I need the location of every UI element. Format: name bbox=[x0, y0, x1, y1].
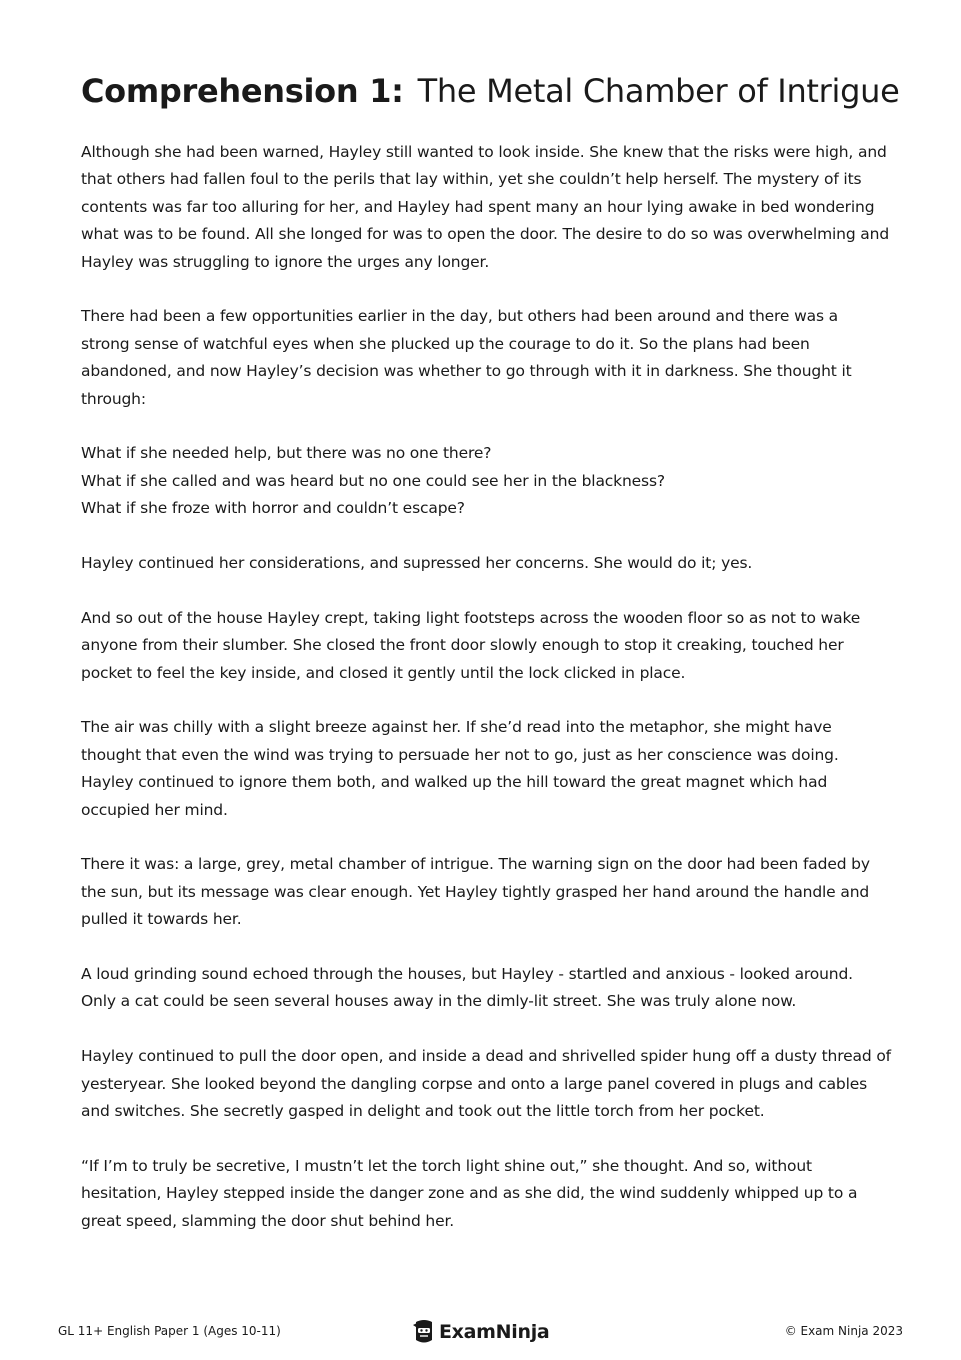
page-footer bbox=[0, 1318, 961, 1346]
paragraph: There it was: a large, grey, metal chamber of intrigue. The warning sign on the door had been faded by the sun, but its message was clear enough. Yet Hayley tightly grasped her hand around the handle and pulled it towards her. bbox=[81, 855, 870, 929]
question-line: What if she needed help, but there was no one there? bbox=[81, 444, 492, 463]
question-line: What if she froze with horror and couldn’t escape? bbox=[81, 499, 465, 518]
ninja-icon bbox=[413, 1319, 435, 1345]
paragraph: The air was chilly with a slight breeze against her. If she’d read into the metaphor, she might have thought that even the wind was trying to persuade her not to go, just as her conscience was doing. Hayley continued to ignore them both, and walked up the hill toward the great magnet which had occupied her mind. bbox=[81, 718, 839, 819]
paragraph: Hayley continued to pull the door open, and inside a dead and shrivelled spider hung off a dusty thread of yesteryear. She looked beyond the dangling corpse and onto a large panel covered in plugs and cables and switches. She secretly gasped in delight and took out the little torch from her pocket. bbox=[81, 1047, 891, 1121]
footer-copyright: © Exam Ninja 2023 bbox=[784, 1324, 903, 1338]
title-text: The Metal Chamber of Intrigue bbox=[417, 72, 900, 110]
paragraph: And so out of the house Hayley crept, taking light footsteps across the wooden floor so as not to wake anyone from their slumber. She closed the front door slowly enough to stop it creaking, touched her pocket to feel the key inside, and closed it gently until the lock clicked in place. bbox=[81, 608, 861, 682]
paragraph: Although she had been warned, Hayley still wanted to look inside. She knew that the risks were high, and that others had fallen foul to the perils that lay within, yet she couldn’t help herself. The mystery of its contents was far too alluring for her, and Hayley had spent many an hour lying awake in bed wondering what was to be found. All she longed for was to open the door. The desire to do so was overwhelming and Hayley was struggling to ignore the urges any longer. bbox=[81, 143, 890, 271]
paragraph: There had been a few opportunities earlier in the day, but others had been around and there was a strong sense of watchful eyes when she plucked up the courage to do it. So the plans had been abandoned, and now Hayley’s decision was whether to go through with it in darkness. She thought it through: bbox=[81, 307, 852, 408]
logo-text: ExamNinja bbox=[439, 1321, 550, 1343]
paragraph: A loud grinding sound echoed through the houses, but Hayley - startled and anxious - looked around. Only a cat could be seen several houses away in the dimly-lit street. She was truly alone now. bbox=[81, 965, 853, 1011]
title-label: Comprehension 1: bbox=[81, 72, 404, 110]
footer-paper-label: GL 11+ English Paper 1 (Ages 10-11) bbox=[58, 1324, 281, 1338]
paragraph: Hayley continued her considerations, and supressed her concerns. She would do it; yes. bbox=[81, 554, 753, 573]
examninja-logo bbox=[413, 1318, 549, 1346]
page-title bbox=[81, 70, 900, 112]
passage bbox=[81, 139, 891, 1263]
paragraph: “If I’m to truly be secretive, I mustn’t let the torch light shine out,” she thought. And so, without hesitation, Hayley stepped inside the danger zone and as she did, the wind suddenly whipped up to a great speed, slamming the door shut behind her. bbox=[81, 1156, 858, 1230]
question-line: What if she called and was heard but no one could see her in the blackness? bbox=[81, 471, 665, 490]
